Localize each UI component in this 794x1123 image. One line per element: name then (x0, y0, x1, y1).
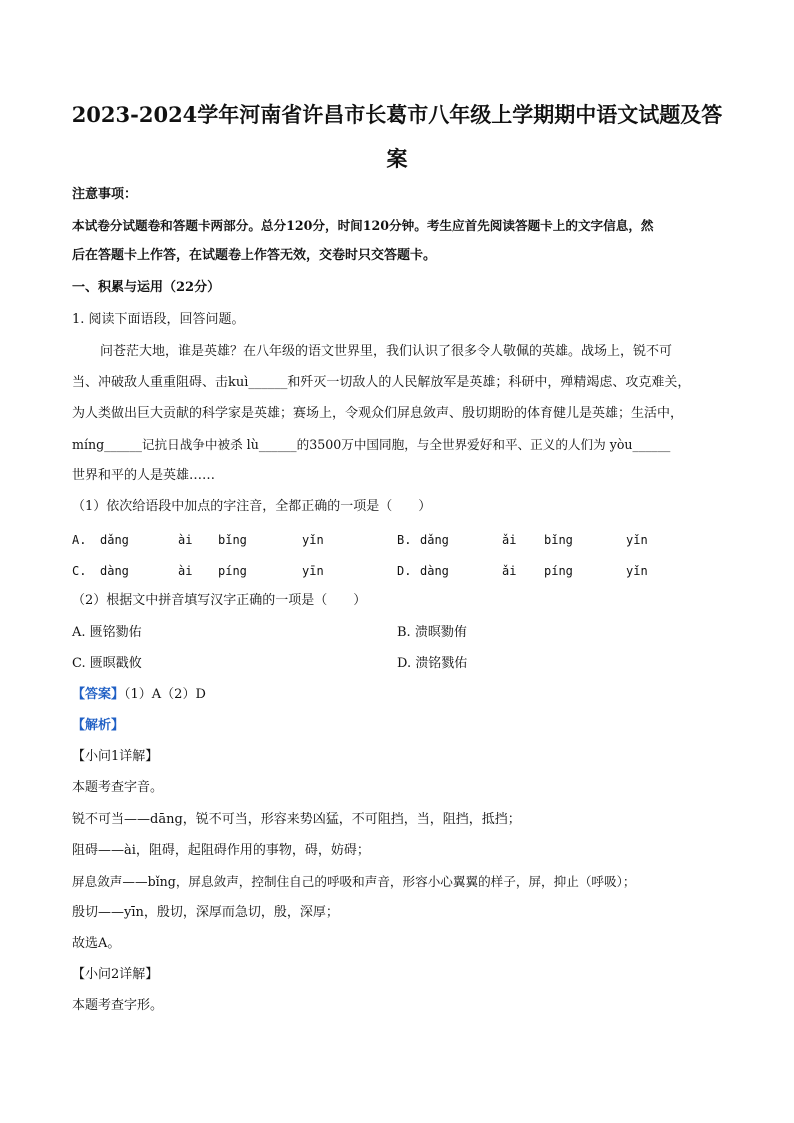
question-1-stem: 1. 阅读下面语段，回答问题。 (72, 312, 245, 327)
notice-line-2: 后在答题卡上作答，在试题卷上作答无效，交卷时只交答题卡。 (72, 248, 437, 263)
analysis-tag: 【解析】 (72, 718, 125, 733)
detail-1-heading: 【小问1详解】 (72, 749, 159, 764)
pinyin: yǐn (626, 533, 648, 547)
answer-line (72, 686, 206, 704)
pinyin: ài (178, 533, 193, 547)
document-title-line-2: 案 (386, 146, 408, 171)
pinyin: dǎng (100, 533, 129, 547)
option-label: B. (397, 533, 412, 547)
sub-question-2: （2）根据文中拼音填写汉字正确的一项是（ ） (72, 593, 367, 608)
detail-2-heading: 【小问2详解】 (72, 967, 159, 982)
pinyin: píng (218, 564, 247, 578)
detail-1-intro: 本题考查字音。 (72, 780, 164, 795)
sub-question-1: （1）依次给语段中加点的字注音，全都正确的一项是（ ） (72, 499, 432, 514)
pinyin: bǐng (218, 533, 247, 547)
detail-1-line-3: 屏息敛声——bǐng，屏息敛声，控制住自己的呼吸和声音，形容小心翼翼的样子，屏，抑止（呼吸）； (72, 874, 636, 889)
option-2d[interactable]: D. 溃铭戮佑 (397, 656, 468, 671)
answer-text: （1）A（2）D (124, 687, 206, 702)
option-2b[interactable]: B. 溃暝勠侑 (397, 625, 467, 640)
notice-line-1: 本试卷分试题卷和答题卡两部分。总分120分，时间120分钟。考生应首先阅读答题卡上的文字信息，然 (72, 218, 654, 233)
pinyin: yǐn (302, 533, 324, 547)
pinyin: dàng (420, 564, 449, 578)
pinyin: ǎi (502, 564, 517, 578)
option-2a[interactable]: A. 匮铭勠佑 (72, 625, 142, 640)
detail-1-line-4: 殷切——yīn，殷切，深厚而急切，殷，深厚； (72, 905, 339, 920)
passage-line-1: 问苍茫大地，谁是英雄？在八年级的语文世界里，我们认识了很多令人敬佩的英雄。战场上，锐不可 (100, 344, 673, 359)
answer-tag: 【答案】 (72, 687, 125, 702)
passage-line-2: 当、冲破敌人重重阻碍、击kuì______和歼灭一切敌人的人民解放军是英雄；科研中，殚精竭虑、攻克难关， (72, 375, 691, 390)
pinyin: dǎng (420, 533, 449, 547)
pinyin: ài (178, 564, 193, 578)
section-heading: 一、积累与运用（22分） (72, 280, 221, 295)
pinyin: bǐng (544, 533, 573, 547)
detail-1-line-1: 锐不可当——dāng，锐不可当，形容来势凶猛，不可阻挡，当，阻挡，抵挡； (72, 812, 521, 827)
option-label: A. (72, 533, 87, 547)
option-label: C. (72, 564, 87, 578)
detail-2-intro: 本题考查字形。 (72, 998, 164, 1013)
pinyin: ǎi (502, 533, 517, 547)
notice-heading: 注意事项： (72, 187, 138, 202)
detail-1-line-5: 故选A。 (72, 936, 121, 951)
passage-line-4: míng______记抗日战争中被杀 lù______的3500万中国同胞，与全世界爱好和平、正义的人们为 yòu______ (72, 437, 671, 452)
pinyin: píng (544, 564, 573, 578)
document-title-line-1: 2023-2024学年河南省许昌市长葛市八年级上学期期中语文试题及答 (71, 102, 723, 127)
pinyin: yīn (302, 564, 324, 578)
detail-1-line-2: 阻碍——ài，阻碍，起阻碍作用的事物，碍，妨碍； (72, 843, 370, 858)
passage-line-3: 为人类做出巨大贡献的科学家是英雄；赛场上，令观众们屏息敛声、殷切期盼的体育健儿是英雄；生活中， (72, 406, 684, 421)
pinyin: dàng (100, 564, 129, 578)
pinyin: yǐn (626, 564, 648, 578)
option-label: D. (397, 564, 412, 578)
option-2c[interactable]: C. 匮暝戳攸 (72, 656, 142, 671)
passage-line-5: 世界和平的人是英雄…… (72, 468, 216, 483)
